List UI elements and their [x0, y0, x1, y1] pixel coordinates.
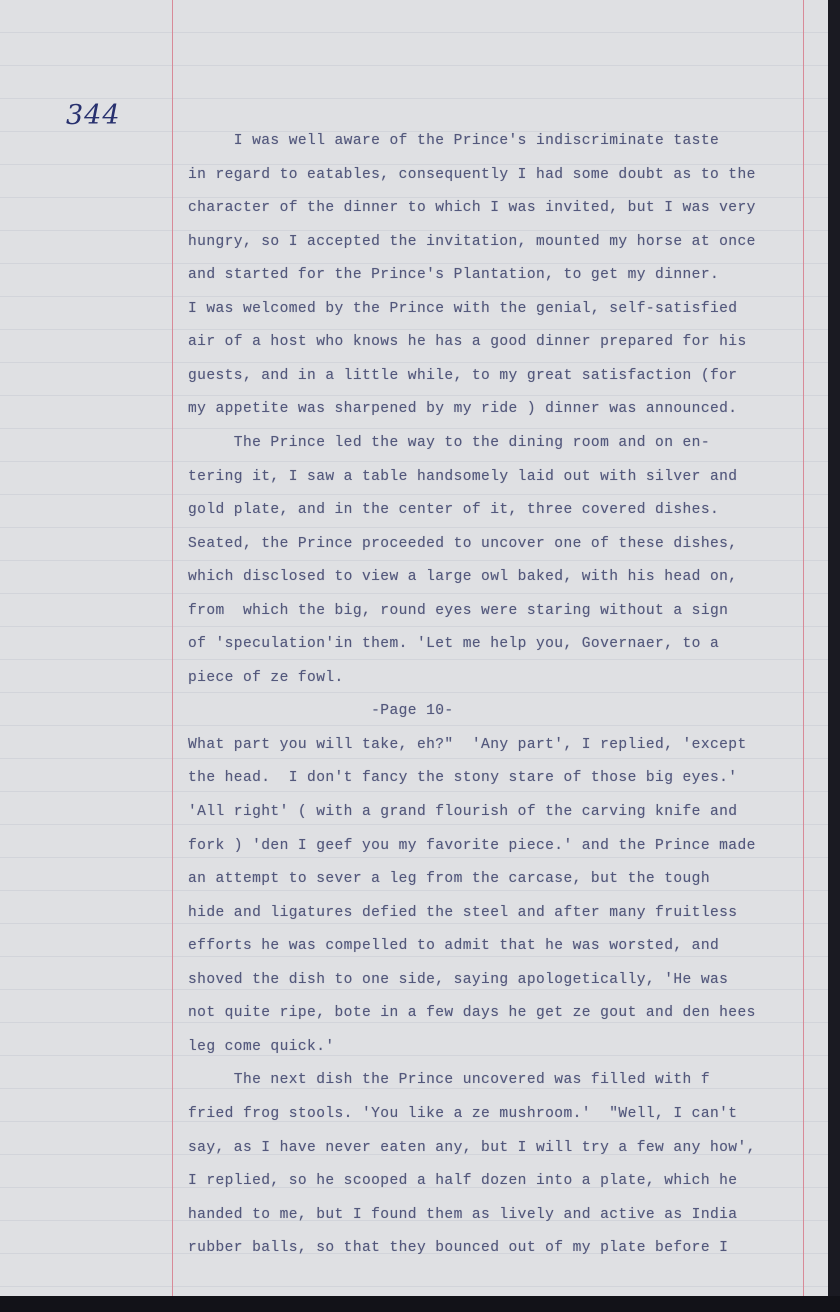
text-line: gold plate, and in the center of it, three covered dishes.	[188, 502, 720, 518]
text-line: which disclosed to view a large owl baked, with his head on,	[188, 569, 738, 585]
text-line: in regard to eatables, consequently I had some doubt as to the	[188, 167, 756, 183]
text-line: piece of ze fowl.	[188, 670, 344, 686]
text-line: from which the big, round eyes were staring without a sign	[188, 603, 729, 619]
text-line: of 'speculation'in them. 'Let me help you, Governaer, to a	[188, 636, 720, 652]
text-line: fork ) 'den I geef you my favorite piece.' and the Prince made	[188, 838, 756, 854]
text-line: fried frog stools. 'You like a ze mushroom.' "Well, I can't	[188, 1106, 738, 1122]
text-line: character of the dinner to which I was invited, but I was very	[188, 200, 756, 216]
text-line: Seated, the Prince proceeded to uncover one of these dishes,	[188, 536, 738, 552]
text-line: 'All right' ( with a grand flourish of the carving knife and	[188, 804, 738, 820]
text-line: guests, and in a little while, to my great satisfaction (for	[188, 368, 738, 384]
text-line: -Page 10-	[188, 703, 454, 719]
text-line: air of a host who knows he has a good dinner prepared for his	[188, 334, 747, 350]
text-line: shoved the dish to one side, saying apologetically, 'He was	[188, 972, 729, 988]
text-line: rubber balls, so that they bounced out of my plate before I	[188, 1240, 729, 1256]
left-margin-rule	[172, 0, 173, 1296]
typed-text-block	[188, 0, 828, 1296]
text-line: hungry, so I accepted the invitation, mounted my horse at once	[188, 234, 756, 250]
text-line: efforts he was compelled to admit that he was worsted, and	[188, 938, 720, 954]
text-line: The next dish the Prince uncovered was filled with f	[188, 1072, 710, 1088]
text-line: an attempt to sever a leg from the carcase, but the tough	[188, 871, 710, 887]
text-line: I was well aware of the Prince's indiscriminate taste	[188, 133, 720, 149]
text-line: handed to me, but I found them as lively and active as India	[188, 1207, 738, 1223]
scan-background	[0, 1296, 840, 1312]
text-line: I was welcomed by the Prince with the genial, self-satisfied	[188, 301, 738, 317]
text-line: my appetite was sharpened by my ride ) dinner was announced.	[188, 401, 738, 417]
text-line: leg come quick.'	[188, 1039, 335, 1055]
handwritten-page-number: 344	[66, 100, 121, 131]
text-line: The Prince led the way to the dining room and on en-	[188, 435, 710, 451]
text-line: the head. I don't fancy the stony stare of those big eyes.'	[188, 770, 738, 786]
text-line: not quite ripe, bote in a few days he get ze gout and den hees	[188, 1005, 756, 1021]
text-line: I replied, so he scooped a half dozen into a plate, which he	[188, 1173, 738, 1189]
text-line: hide and ligatures defied the steel and after many fruitless	[188, 905, 738, 921]
text-line: What part you will take, eh?" 'Any part', I replied, 'except	[188, 737, 747, 753]
text-line: and started for the Prince's Plantation, to get my dinner.	[188, 267, 720, 283]
text-line: say, as I have never eaten any, but I will try a few any how',	[188, 1140, 756, 1156]
text-line: tering it, I saw a table handsomely laid out with silver and	[188, 469, 738, 485]
